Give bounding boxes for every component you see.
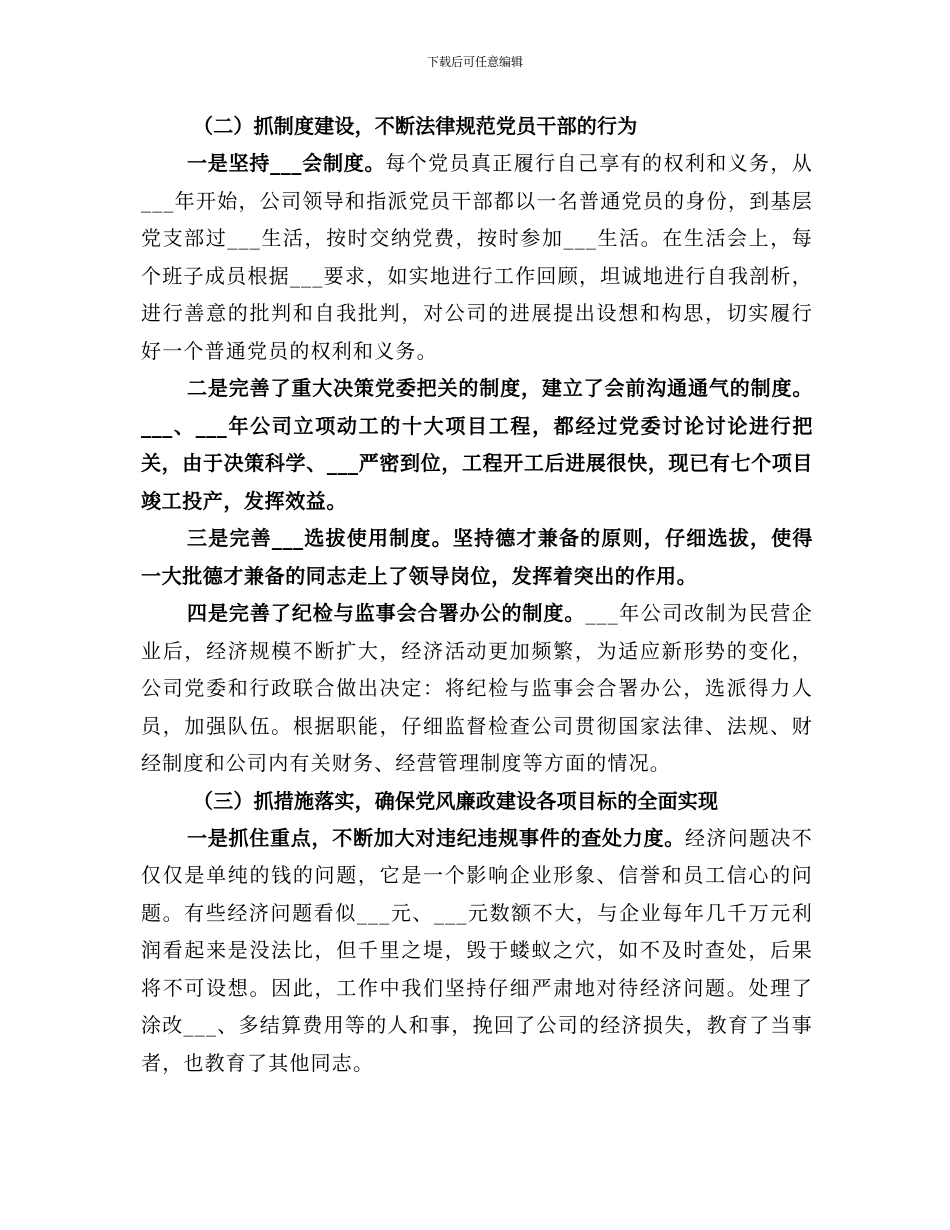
paragraph-1 [141, 145, 813, 370]
paragraph-1-lead: 一是坚持___会制度。 [187, 151, 386, 175]
paragraph-3: 三是完善___选拔使用制度。坚持德才兼备的原则，仔细选拔，使得一大批德才兼备的同志走上了领导岗位，发挥着突出的作用。 [141, 526, 813, 588]
section-heading-3: （三）抓措施落实，确保党风廉政建设各项目标的全面实现 [193, 788, 719, 813]
paragraph-5-lead: 一是抓住重点，不断加大对违纪违规事件的查处力度。 [187, 825, 686, 850]
paragraph-2: 二是完善了重大决策党委把关的制度，建立了会前沟通通气的制度。___、___年公司立项动工的十大项目工程，都经过党委讨论讨论进行把关，由于决策科学、___严密到位，工程开工后进展很快，现已有七个项目竣工投产，发挥效益。 [141, 376, 813, 513]
paragraph-4 [141, 595, 813, 783]
paragraph-4-body: ___年公司改制为民营企业后，经济规模不断扩大，经济活动更加频繁，为适应新形势的变化，公司党委和行政联合做出决定：将纪检与监事会合署办公，选派得力人员，加强队伍。根据职能，仔细监督检查公司贯彻国家法律、法规、财经制度和公司内有关财务、经营管理制度等方面的情况。 [141, 601, 813, 775]
section-heading-2: （二）抓制度建设，不断法律规范党员干部的行为 [193, 114, 638, 138]
paragraph-4-lead: 四是完善了纪检与监事会合署办公的制度。 [187, 601, 586, 625]
document-body [141, 108, 813, 1082]
paragraph-1-body: 每个党员真正履行自己享有的权利和义务，从___年开始，公司领导和指派党员干部都以一名普通党员的身份，到基层党支部过___生活，按时交纳党费，按时参加___生活。在生活会上，每个班子成员根据___要求，如实地进行工作回顾，坦诚地进行自我剖析，进行善意的批判和自我批判，对公司的进展提出设想和构思，切实履行好一个普通党员的权利和义务。 [141, 151, 814, 363]
paragraph-5-body: 经济问题决不仅仅是单纯的钱的问题，它是一个影响企业形象、信誉和员工信心的问题。有些经济问题看似___元、___元数额不大，与企业每年几千万元利润看起来是没法比，但千里之堤，毁于蝼蚁之穴，如不及时查处，后果将不可设想。因此，工作中我们坚持仔细严肃地对待经济问题。处理了涂改___、多结算费用等的人和事，挽回了公司的经济损失，教育了当事者，也教育了其他同志。 [141, 825, 814, 1075]
page-header: 下载后可任意编辑 [426, 55, 523, 69]
paragraph-5 [141, 820, 813, 1083]
